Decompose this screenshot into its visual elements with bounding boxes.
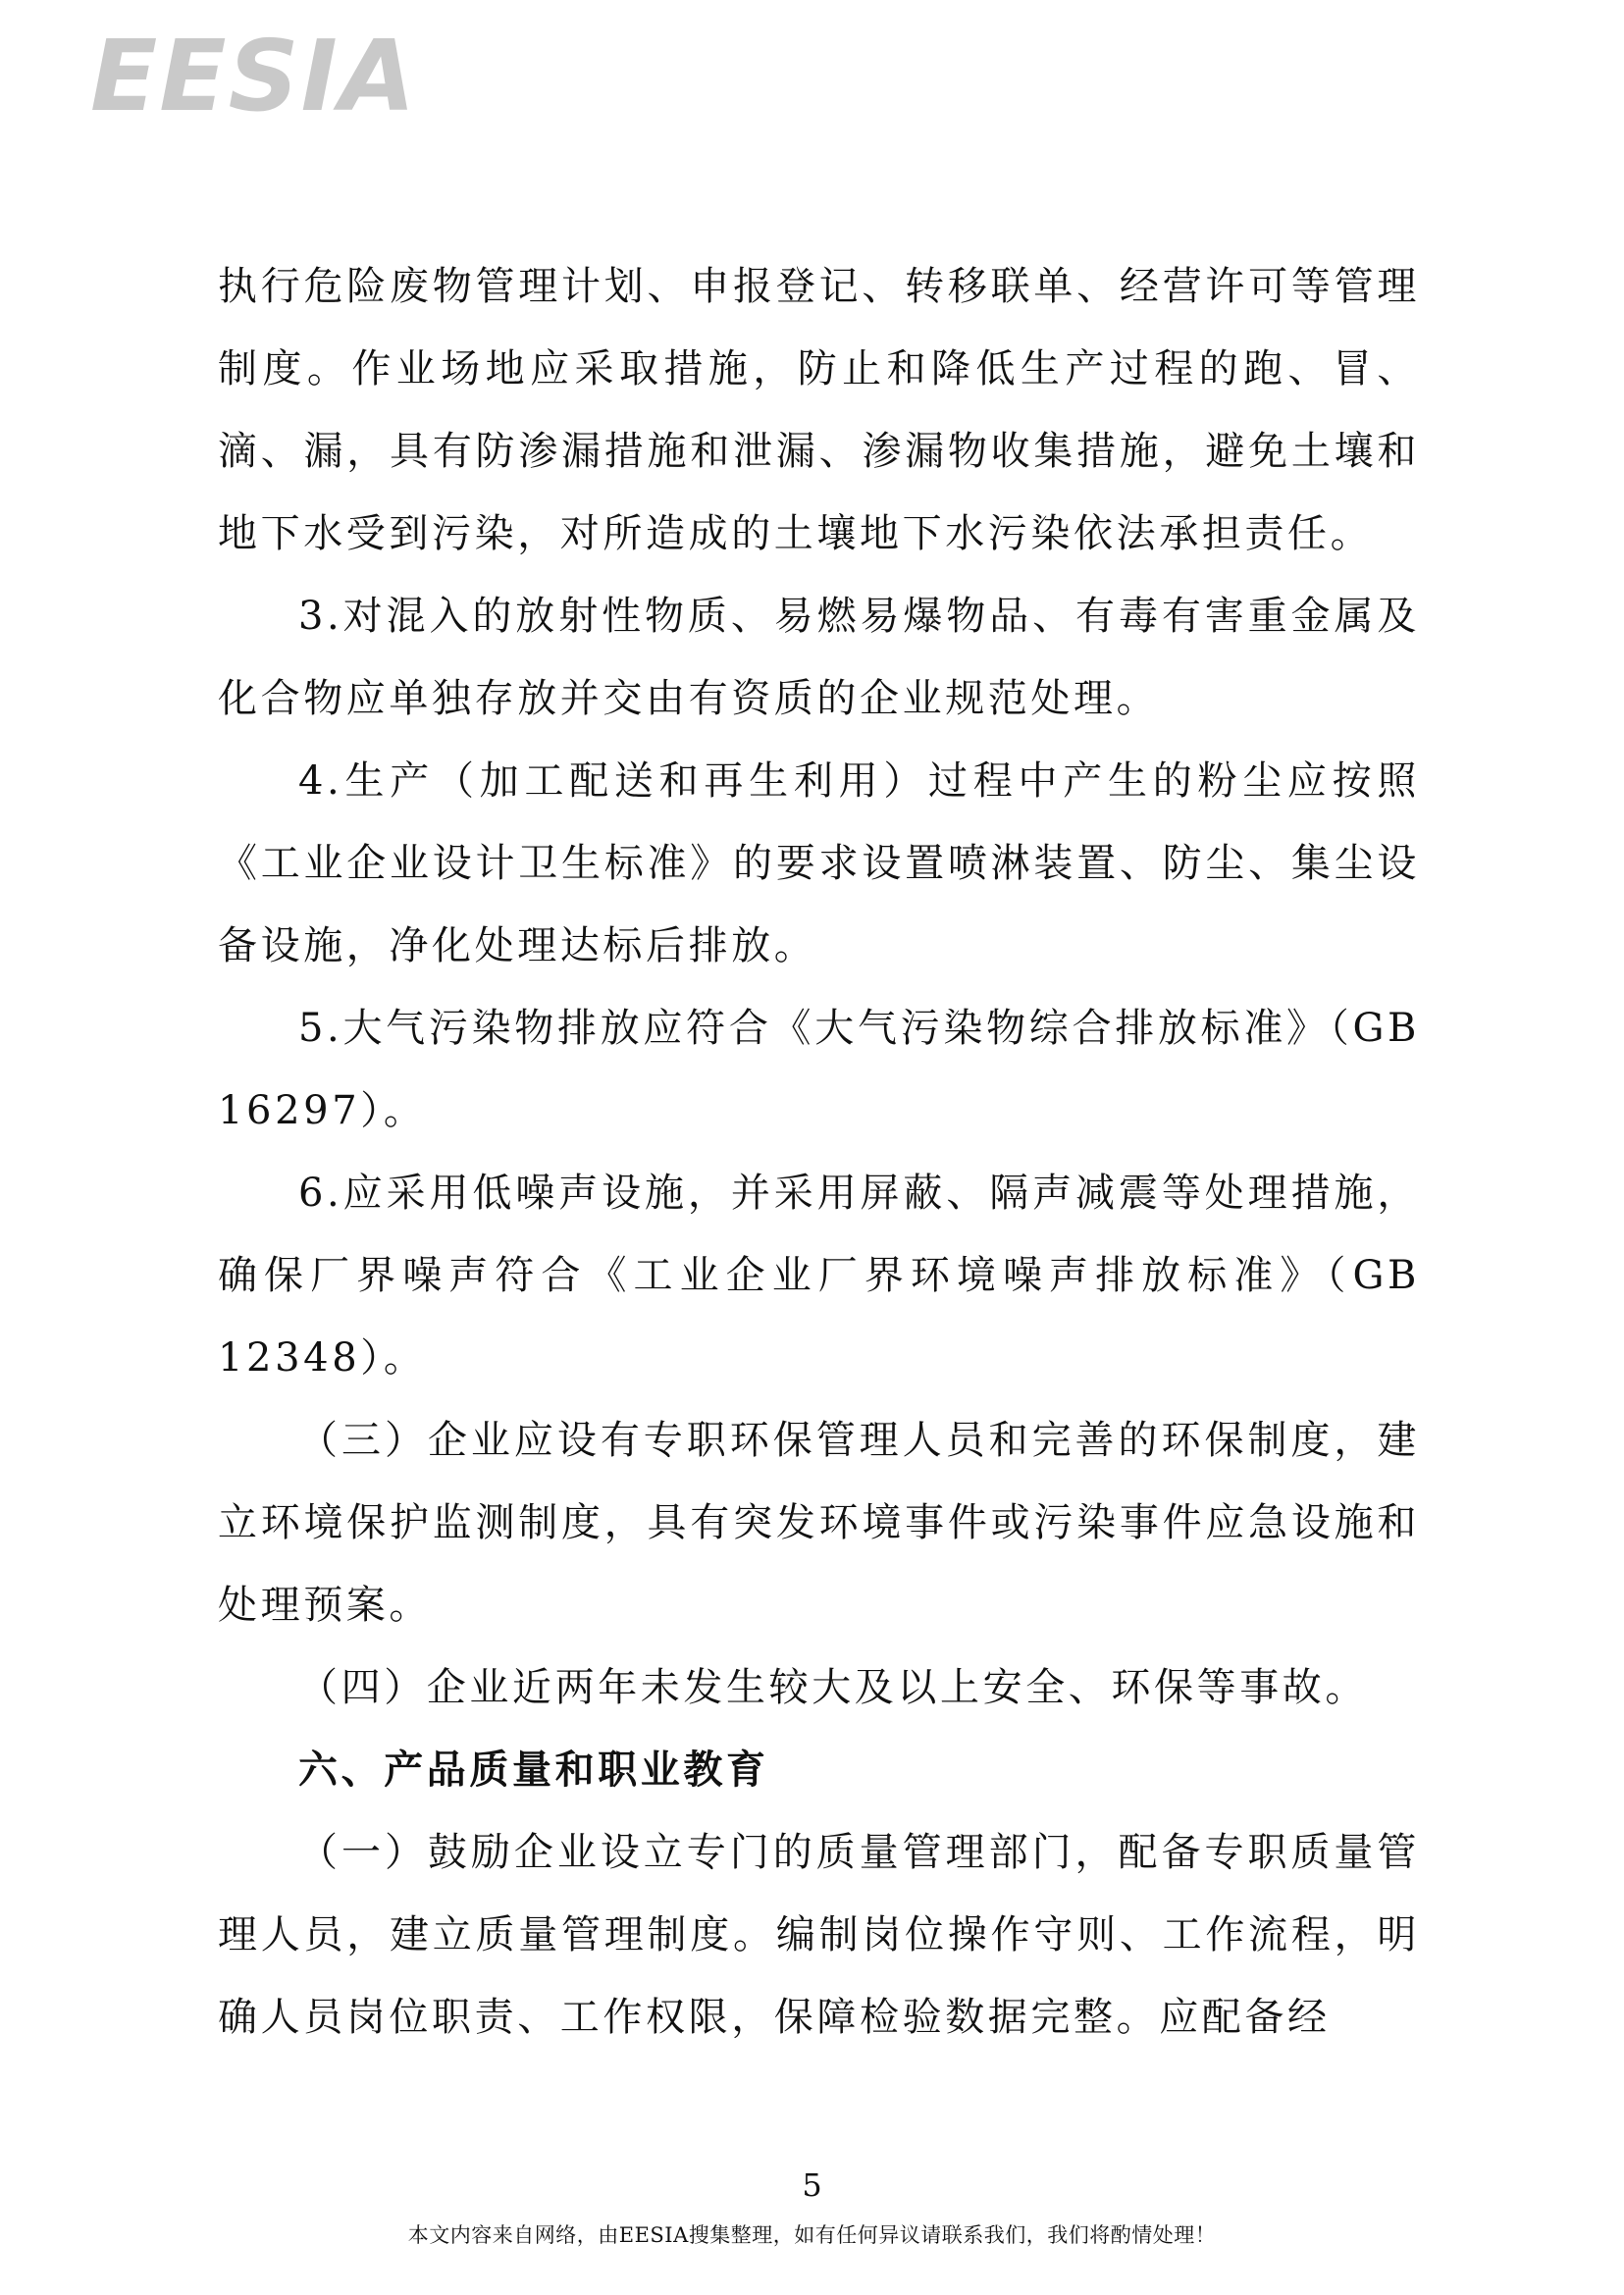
paragraph-item-6: 6.应采用低噪声设施，并采用屏蔽、隔声减震等处理措施，确保厂界噪声符合《工业企业厂界环境噪声排放标准》（GB 12348）。	[218, 1171, 1420, 1381]
paragraph-item-5: 5.大气污染物排放应符合《大气污染物综合排放标准》（GB 16297）。	[218, 1006, 1420, 1133]
footer-disclaimer: 本文内容来自网络，由EESIA搜集整理，如有任何异议请联系我们，我们将酌情处理！	[407, 2223, 1217, 2247]
paragraph-item-4: 4.生产（加工配送和再生利用）过程中产生的粉尘应按照《工业企业设计卫生标准》的要求设置喷淋装置、防尘、集尘设备设施，净化处理达标后排放。	[218, 758, 1420, 968]
eesia-watermark-logo: EESIA	[90, 19, 418, 133]
paragraph-hazardous-waste: 执行危险废物管理计划、申报登记、转移联单、经营许可等管理制度。作业场地应采取措施，防止和降低生产过程的跑、冒、滴、漏，具有防渗漏措施和泄漏、渗漏物收集措施，避免土壤和地下水受到污染，对所造成的土壤地下水污染依法承担责任。	[218, 264, 1420, 556]
paragraph-quality-1: （一）鼓励企业设立专门的质量管理部门，配备专职质量管理人员，建立质量管理制度。编制岗位操作守则、工作流程，明确人员岗位职责、工作权限，保障检验数据完整。应配备经	[218, 1830, 1420, 2040]
page-number: 5	[802, 2166, 822, 2204]
paragraph-section-3: （三）企业应设有专职环保管理人员和完善的环保制度，建立环境保护监测制度，具有突发环境事件或污染事件应急设施和处理预案。	[218, 1418, 1420, 1628]
document-body	[218, 245, 1420, 2059]
paragraph-section-4: （四）企业近两年未发生较大及以上安全、环保等事故。	[298, 1665, 1368, 1710]
section-heading-6: 六、产品质量和职业教育	[298, 1747, 769, 1793]
paragraph-item-3: 3.对混入的放射性物质、易燃易爆物品、有毒有害重金属及化合物应单独存放并交由有资质的企业规范处理。	[218, 594, 1420, 721]
